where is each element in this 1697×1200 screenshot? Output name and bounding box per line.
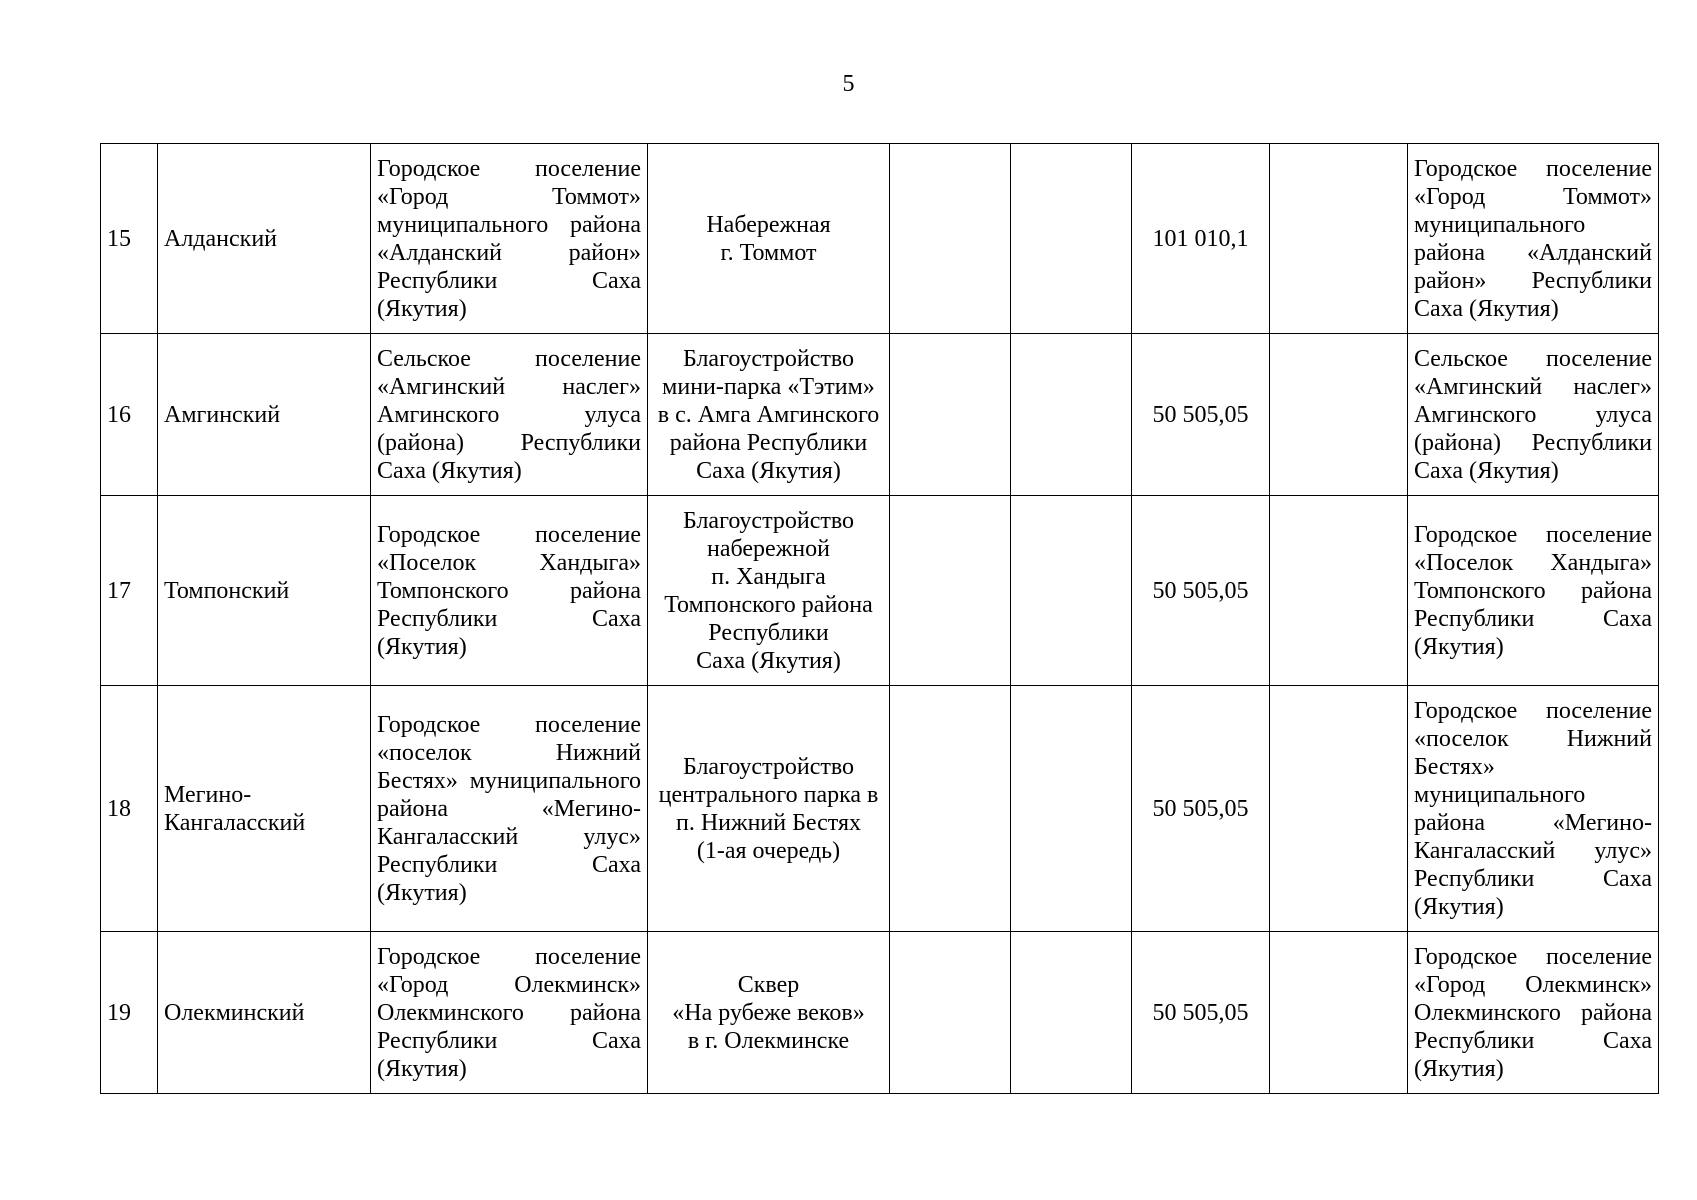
row-number-cell: 17 (101, 496, 158, 686)
recipient-cell: Городское поселение «Город Олекминск» Олекминского района Республики Саха (Якутия) (371, 932, 648, 1094)
empty-cell (1011, 496, 1132, 686)
row-number-cell: 16 (101, 334, 158, 496)
object-line: Благоустройство (682, 345, 854, 372)
recipient-cell: Городское поселение «поселок Нижний Бестях» муниципального района «Мегино-Кангаласский улус» Республики Саха (Якутия) (371, 686, 648, 932)
table-row (101, 686, 1659, 932)
district-line: Алданский (164, 225, 278, 252)
object-cell (648, 686, 890, 932)
object-line: Саха (Якутия) (696, 647, 841, 674)
empty-cell (1270, 334, 1408, 496)
object-line: набережной (707, 535, 830, 562)
object-line: мини-парка «Тэтим» (662, 373, 875, 400)
district-line: Томпонский (164, 577, 290, 604)
object-line: п. Нижний Бестях (675, 809, 862, 836)
empty-cell (890, 144, 1011, 334)
table-row (101, 496, 1659, 686)
district-cell (158, 686, 371, 932)
object-line: Республики (708, 619, 829, 646)
empty-cell (1270, 686, 1408, 932)
recipient-cell: Сельское поселение «Амгинский наслег» Амгинского улуса (района) Республики Саха (Якутия) (371, 334, 648, 496)
object-line: Благоустройство (682, 507, 854, 534)
object-line: Томпонского района (664, 591, 873, 618)
empty-cell (1011, 932, 1132, 1094)
district-line: Кангаласский (164, 809, 306, 836)
empty-cell (1011, 144, 1132, 334)
district-cell (158, 144, 371, 334)
object-line: центрального парка в (658, 781, 879, 808)
district-line: Амгинский (164, 401, 281, 428)
empty-cell (890, 334, 1011, 496)
page-number: 5 (842, 71, 855, 97)
beneficiary-cell: Городское поселение «Город Олекминск» Олекминского района Республики Саха (Якутия) (1408, 932, 1659, 1094)
row-number-cell: 18 (101, 686, 158, 932)
object-line: в г. Олекминске (687, 1027, 850, 1054)
beneficiary-cell: Городское поселение «Поселок Хандыга» Томпонского района Республики Саха (Якутия) (1408, 496, 1659, 686)
row-number-cell: 19 (101, 932, 158, 1094)
object-cell (648, 496, 890, 686)
empty-cell (890, 932, 1011, 1094)
district-cell (158, 334, 371, 496)
object-line: п. Хандыга (711, 563, 826, 590)
object-line: «На рубеже веков» (672, 999, 865, 1026)
object-line: Саха (Якутия) (696, 457, 841, 484)
object-line: в с. Амга Амгинского (657, 401, 880, 428)
empty-cell (1011, 334, 1132, 496)
object-cell (648, 334, 890, 496)
amount-cell: 50 505,05 (1132, 334, 1270, 496)
recipient-cell: Городское поселение «Город Томмот» муниципального района «Алданский район» Республики Саха (Якутия) (371, 144, 648, 334)
amount-cell: 101 010,1 (1132, 144, 1270, 334)
district-line: Мегино- (164, 781, 252, 808)
object-line: г. Томмот (720, 239, 817, 266)
district-cell (158, 932, 371, 1094)
subsidy-table (100, 143, 1659, 1094)
table-row (101, 932, 1659, 1094)
empty-cell (1011, 686, 1132, 932)
object-cell (648, 144, 890, 334)
row-number-cell: 15 (101, 144, 158, 334)
recipient-cell: Городское поселение «Поселок Хандыга» Томпонского района Республики Саха (Якутия) (371, 496, 648, 686)
district-line: Олекминский (164, 999, 305, 1026)
beneficiary-cell: Городское поселение «поселок Нижний Бестях» муниципального района «Мегино-Кангаласский улус» Республики Саха (Якутия) (1408, 686, 1659, 932)
table-row (101, 334, 1659, 496)
empty-cell (1270, 144, 1408, 334)
district-cell (158, 496, 371, 686)
empty-cell (1270, 496, 1408, 686)
empty-cell (890, 496, 1011, 686)
empty-cell (890, 686, 1011, 932)
amount-cell: 50 505,05 (1132, 686, 1270, 932)
beneficiary-cell: Городское поселение «Город Томмот» муниципального района «Алданский район» Республики Саха (Якутия) (1408, 144, 1659, 334)
object-line: Сквер (737, 971, 800, 998)
amount-cell: 50 505,05 (1132, 932, 1270, 1094)
object-line: (1-ая очередь) (696, 837, 841, 864)
table-row (101, 144, 1659, 334)
object-cell (648, 932, 890, 1094)
empty-cell (1270, 932, 1408, 1094)
amount-cell: 50 505,05 (1132, 496, 1270, 686)
beneficiary-cell: Сельское поселение «Амгинский наслег» Амгинского улуса (района) Республики Саха (Якутия) (1408, 334, 1659, 496)
object-line: Набережная (706, 211, 831, 238)
object-line: Благоустройство (682, 753, 854, 780)
object-line: района Республики (669, 429, 868, 456)
